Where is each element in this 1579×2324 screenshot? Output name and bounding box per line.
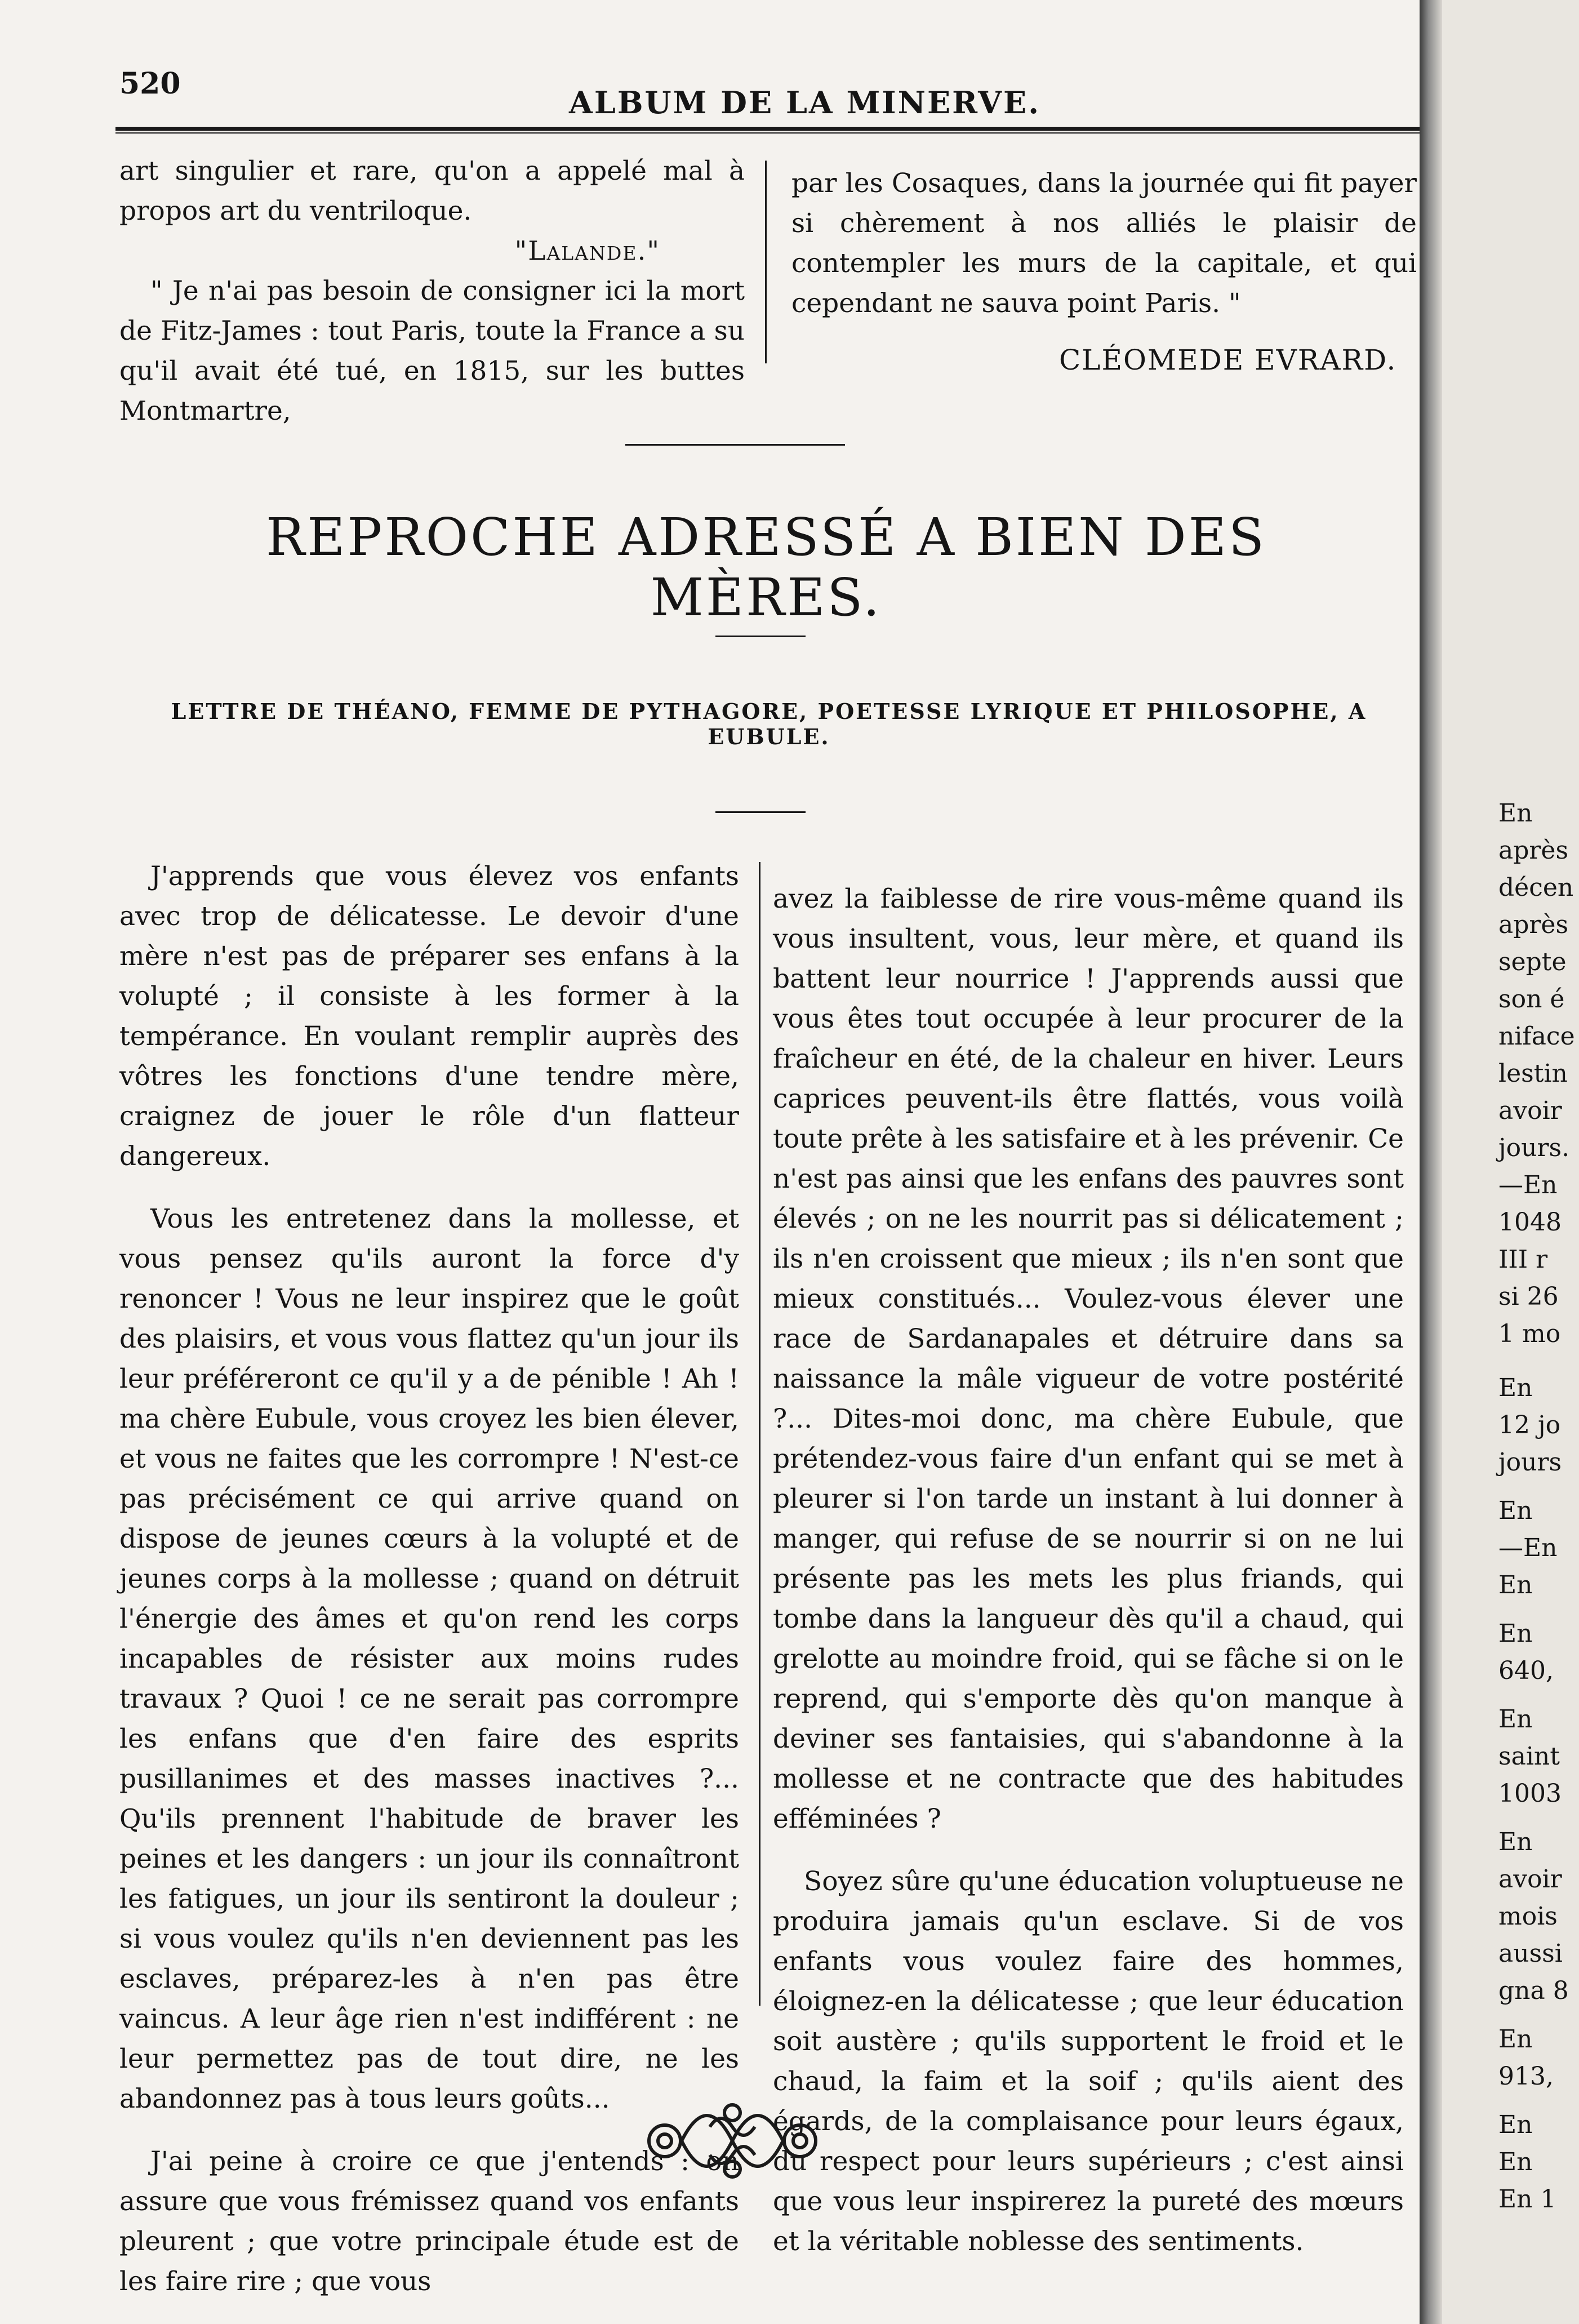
adjacent-page-fragment: lestin [1498,1059,1568,1088]
body-paragraph: avez la faiblesse de rire vous-même quand ils vous insultent, vous, leur mère, et quand ils battent leur nourrice ! J'apprends aussi que vous êtes tout occupée à leur procurer de la fraîcheur en été, de la chaleur en hiver. Leurs caprices peuvent-ils être flattés, vous voilà toute prête à les satisfaire et à les prévenir. Ce n'est pas ainsi que les enfans des pauvres sont élevés ; on ne les nourrit pas si délicatement ; ils n'en croissent que mieux ; ils n'en sont que mieux constitués... Voulez-vous élever une race de Sardanapales et détruire dans sa naissance la mâle vigueur de votre postérité ?... Dites-moi donc, ma chère Eubule, que prétendez-vous faire d'un enfant qui se met à pleurer si l'on tarde un instant à lui donner à manger, qui refuse de se nourrir si on ne lui présente pas les mets les plus friands, qui tombe dans la langueur dès qu'il a chaud, qui grelotte au moindre froid, qui se fâche si on le reprend, qui s'emporte dès qu'on manque à deviner ses fantaisies, qui s'abandonne à la mollesse et ne contracte que des habitudes efféminées ? [773,883,1404,1834]
adjacent-page-fragment: 12 jo [1498,1411,1561,1439]
adjacent-page-fragment: En [1498,1374,1533,1402]
adjacent-page-fragment: En [1498,2025,1533,2054]
subtitle-divider [715,811,806,813]
adjacent-page-fragment: —En [1498,1171,1558,1199]
adjacent-page-fragment: En [1498,1828,1533,1856]
top-left-column [119,151,745,431]
top-right-column [791,163,1417,323]
adjacent-page-fragment: aussi [1498,1939,1563,1968]
adjacent-page-fragment: III r [1498,1245,1548,1274]
header-rule [115,127,1434,131]
body-paragraph: J'ai peine à croire ce que j'entends : on assure que vous frémissez quand vos enfants pleurent ; que votre principale étude est de les faire rire ; que vous [119,2146,739,2297]
author-signature: CLÉOMEDE EVRARD. [1059,344,1397,376]
adjacent-page-fragment: jours. [1498,1134,1570,1162]
adjacent-page-fragment: 1048 [1498,1208,1562,1237]
adjacent-page-fragment: niface [1498,1022,1575,1051]
body-left-column [119,856,739,2301]
title-divider [715,636,806,637]
article-title: REPROCHE ADRESSÉ A BIEN DES MÈRES. [266,507,1266,628]
adjacent-page-fragment: En [1498,2110,1533,2139]
adjacent-page-fragment: saint [1498,1742,1560,1771]
adjacent-page-fragment: décen [1498,873,1574,902]
adjacent-page-fragment: son é [1498,985,1565,1014]
adjacent-page-fragment: En [1498,1571,1533,1599]
header-rule-thin [115,132,1434,134]
adjacent-page-fragment: septe [1498,948,1567,976]
adjacent-page-fragment: après [1498,836,1569,865]
adjacent-page-fragment: mois [1498,1902,1558,1931]
adjacent-page-fragment: si 26 [1498,1282,1559,1311]
body-paragraph: Soyez sûre qu'une éducation voluptueuse ne produira jamais qu'un esclave. Si de vos enfants vous voulez faire des hommes, éloignez-en la délicatesse ; que leur éducation soit austère ; qu'ils supportent le froid et le chaud, la faim et la soif ; qu'ils aient des égards, de la complaisance pour leurs égaux, du respect pour leurs supérieurs ; c'est ainsi que vous leur inspirerez la pureté des mœurs et la véritable noblesse des sentiments. [773,1866,1404,2257]
adjacent-page-fragment: 640, [1498,1656,1554,1685]
adjacent-page-fragment: après [1498,910,1569,939]
adjacent-page-fragment: En [1498,2148,1533,2176]
decorative-ornament [631,2096,834,2186]
adjacent-page-fragment: En [1498,799,1533,828]
column-divider [759,862,760,2006]
adjacent-page-fragment: 1 mo [1498,1319,1561,1348]
adjacent-page-fragment: gna 8 [1498,1976,1569,2005]
top-left-paragraph: " Je n'ai pas besoin de consigner ici la mort de Fitz-James : tout Paris, toute la France a su qu'il avait été tué, en 1815, sur les buttes Montmartre, [119,275,745,426]
adjacent-page-fragment: En [1498,1619,1533,1648]
adjacent-page-fragment: avoir [1498,1865,1562,1894]
page-number: 520 [119,66,181,101]
column-divider [765,161,767,363]
section-divider [625,444,845,446]
adjacent-page-fragment: 1003 [1498,1779,1562,1808]
adjacent-page-fragment: jours [1498,1448,1562,1477]
article-subtitle: LETTRE DE THÉANO, FEMME DE PYTHAGORE, POETESSE LYRIQUE ET PHILOSOPHE, A EUBULE. [171,699,1367,749]
adjacent-page-fragment: 913, [1498,2062,1554,2091]
body-paragraph: Vous les entretenez dans la mollesse, et vous pensez qu'ils auront la force d'y renoncer ! Vous ne leur inspirez que le goût des plaisirs, et vous vous flattez qu'un jour ils leur préféreront ce qu'il y a de pénible ! Ah ! ma chère Eubule, vous croyez les bien élever, et vous ne faites que les corrompre ! N'est-ce pas précisément ce qui arrive quand on dispose de jeunes cœurs à la volupté et de jeunes corps à la mollesse ; quand on détruit l'énergie des âmes et qu'on rend les corps incapables de résister aux moins rudes travaux ? Quoi ! ce ne serait pas corrompre les enfans que d'en faire des esprits pusillanimes et des masses inactives ?... Qu'ils prennent l'habitude de braver les peines et les dangers : un jour ils connaîtront les fatigues, un jour ils sentiront la douleur ; si vous voulez qu'ils n'en deviennent pas les esclaves, préparez-les à n'en pas être vaincus. A leur âge rien n'est indifférent : ne leur permettez pas de tout dire, ne les abandonnez pas à tous leurs goûts... [119,1203,739,2114]
body-right-column [773,879,1404,2261]
page-gutter-shadow [1420,0,1442,2324]
top-right-paragraph: par les Cosaques, dans la journée qui fit payer si chèrement à nos alliés le plaisir de contempler les murs de la capitale, et qui cependant ne sauva point Paris. " [791,168,1417,319]
top-left-line: art singulier et rare, qu'on a appelé mal à propos art du ventriloque. [119,155,745,226]
adjacent-page-fragment: En [1498,1705,1533,1734]
adjacent-page-fragment: En 1 [1498,2185,1556,2214]
adjacent-page-fragment: avoir [1498,1096,1562,1125]
lalande-signature: "Lalande." [514,235,660,266]
body-paragraph: J'apprends que vous élevez vos enfants avec trop de délicatesse. Le devoir d'une mère n'est pas de préparer ses enfans à la volupté ; il consiste à les former à la tempérance. En voulant remplir auprès des vôtres les fonctions d'une tendre mère, craignez de jouer le rôle d'un flatteur dangereux. [119,861,739,1172]
adjacent-page-fragment: En [1498,1496,1533,1525]
adjacent-page-fragment: —En [1498,1534,1558,1562]
running-title: ALBUM DE LA MINERVE. [569,85,1040,121]
